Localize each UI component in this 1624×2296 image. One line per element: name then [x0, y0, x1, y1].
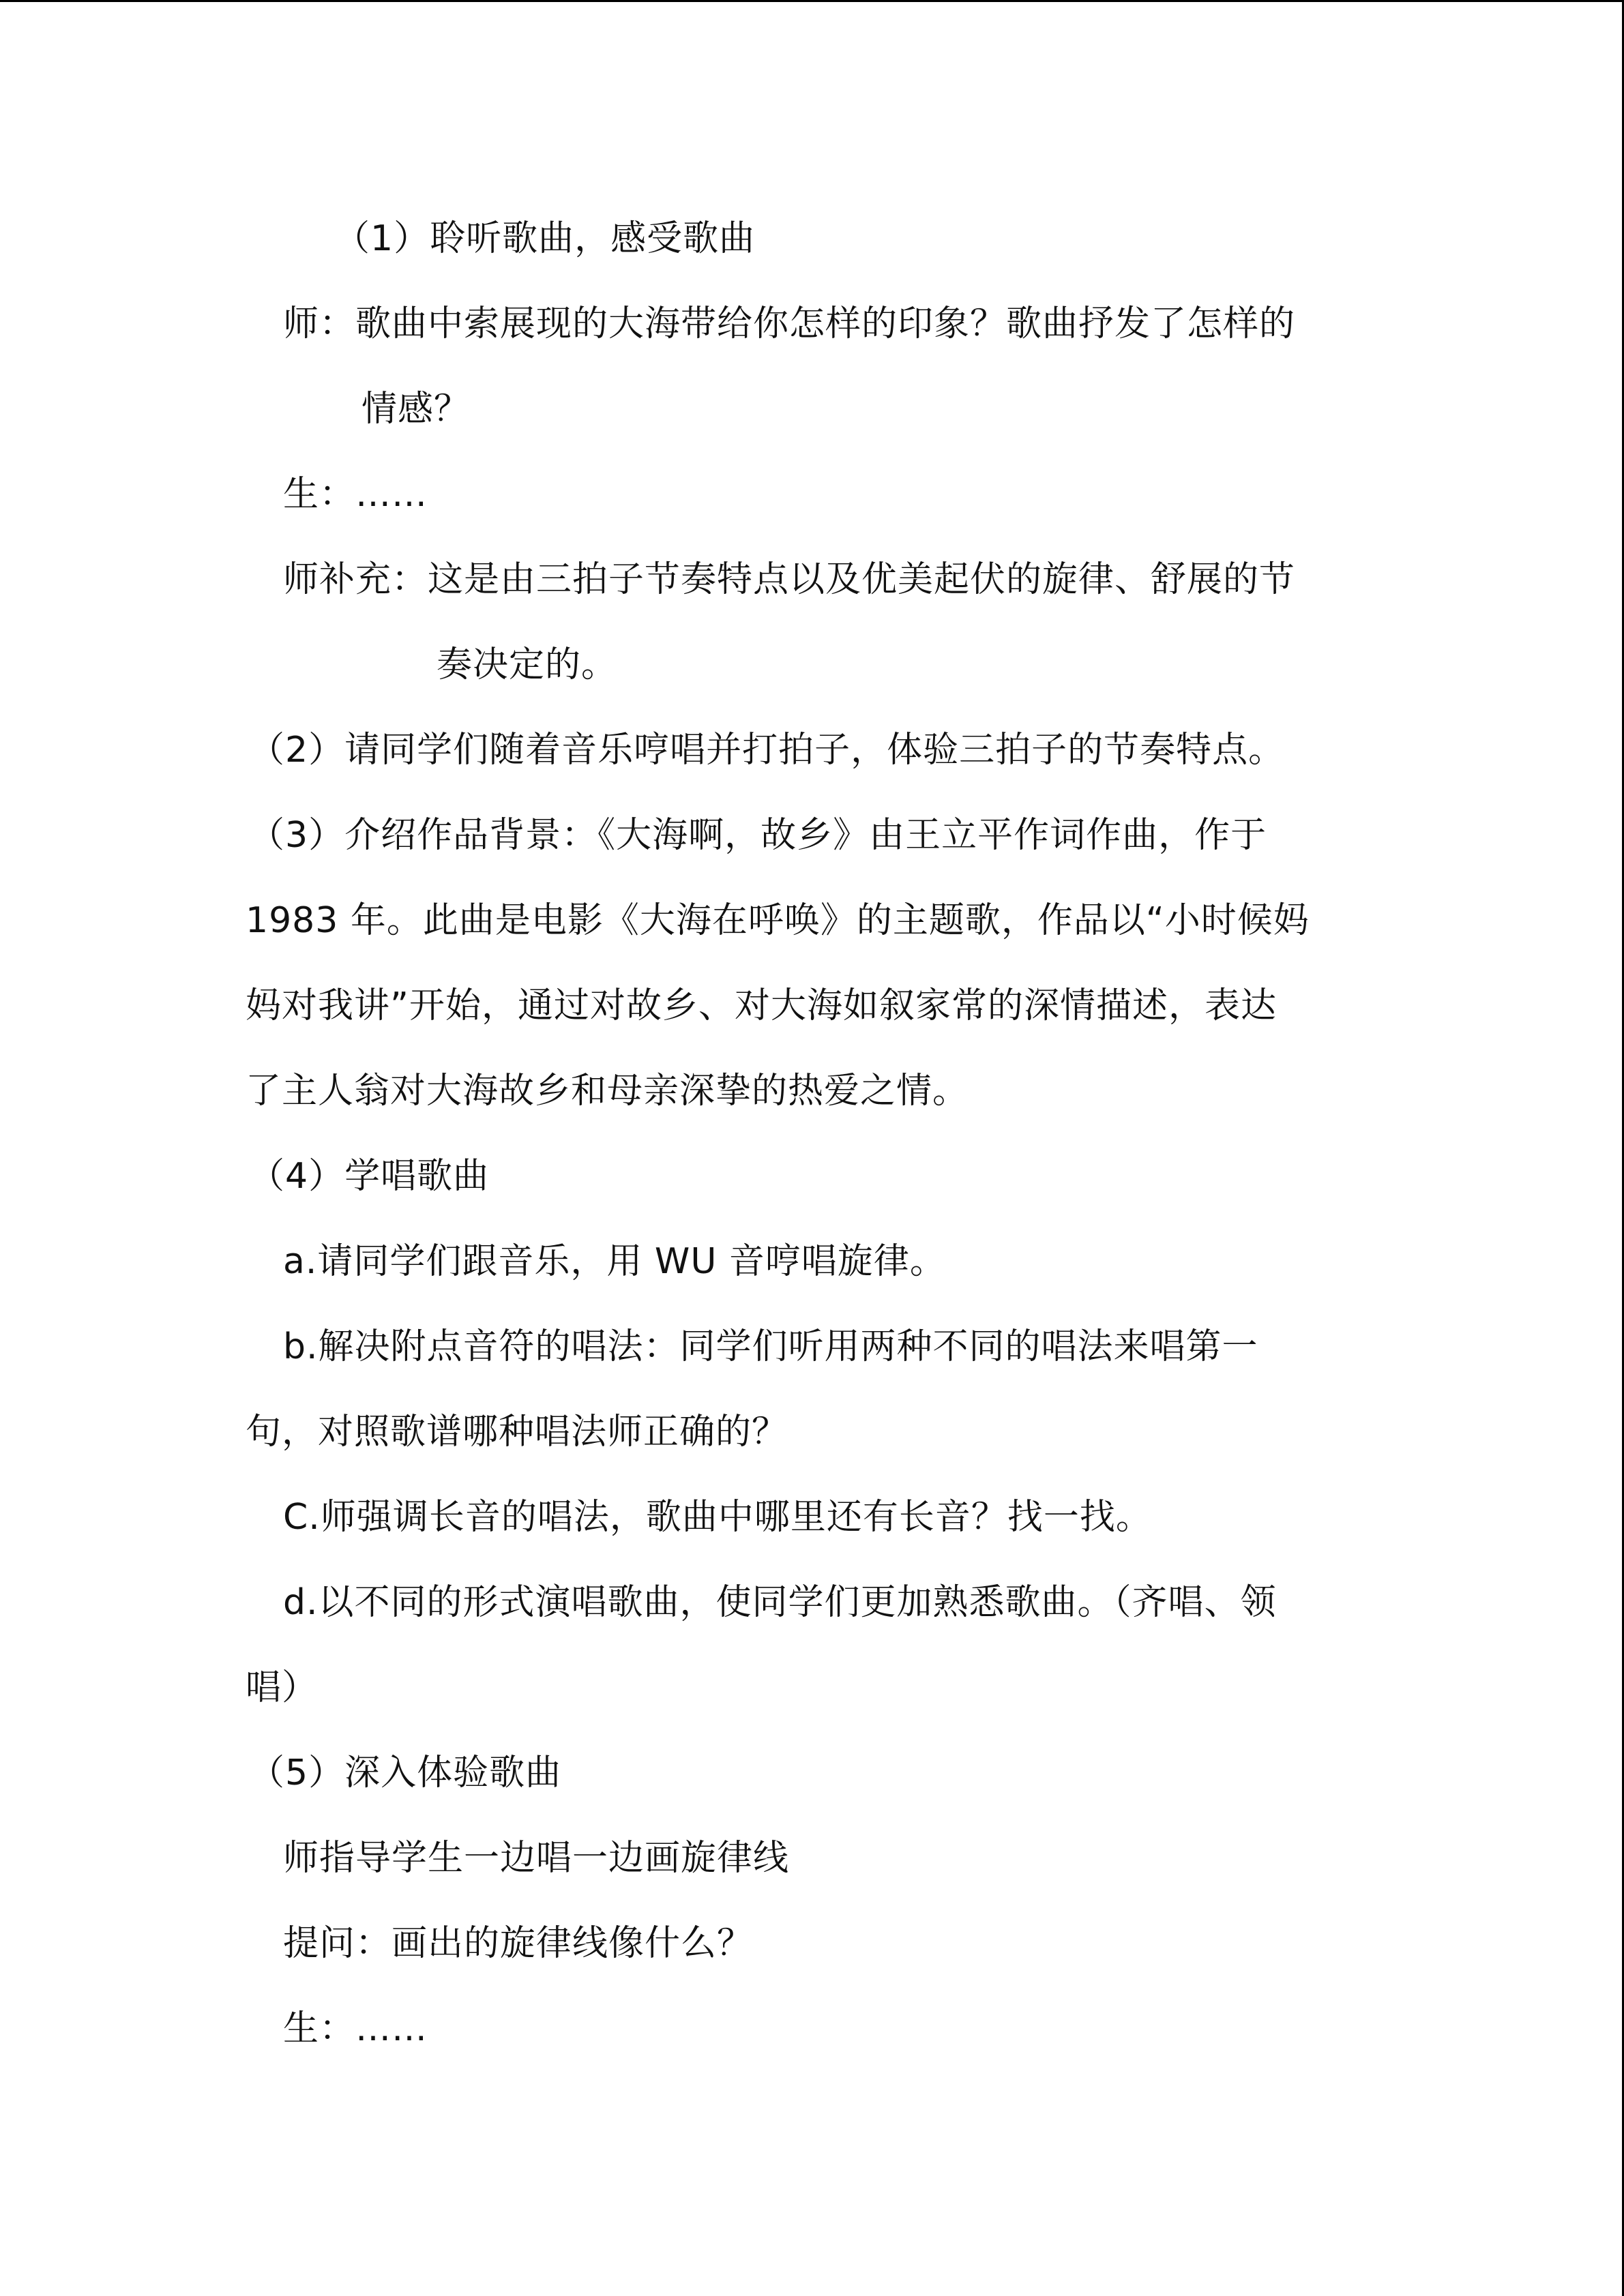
step-3-line-2: 1983 年。此曲是电影《大海在呼唤》的主题歌，作品以“小时候妈 [246, 900, 1310, 941]
step-4-item-c: C.师强调长音的唱法，歌曲中哪里还有长音？找一找。 [283, 1497, 1152, 1538]
student-answer-1: 生：…… [283, 474, 428, 515]
step-1-heading: （1）聆听歌曲，感受歌曲 [334, 218, 756, 259]
teacher-question-line-1: 师：歌曲中索展现的大海带给你怎样的印象？歌曲抒发了怎样的 [283, 303, 1296, 344]
step-4-item-b-line-2: 句，对照歌谱哪种唱法师正确的？ [246, 1412, 788, 1452]
step-3-line-1: （3）介绍作品背景：《大海啊，故乡》由王立平作词作曲，作于 [249, 815, 1267, 856]
step-2-text: （2）请同学们随着音乐哼唱并打拍子，体验三拍子的节奏特点。 [249, 730, 1285, 771]
step-4-item-b-line-1: b.解决附点音符的唱法：同学们听用两种不同的唱法来唱第一 [283, 1326, 1258, 1367]
step-4-item-a: a.请同学们跟音乐，用 WU 音哼唱旋律。 [283, 1241, 946, 1282]
step-5-teacher-guide: 师指导学生一边唱一边画旋律线 [283, 1838, 790, 1879]
step-5-heading: （5）深入体验歌曲 [249, 1753, 562, 1793]
step-4-heading: （4）学唱歌曲 [249, 1156, 490, 1197]
student-answer-2: 生：…… [283, 2008, 428, 2049]
teacher-question-line-2: 情感？ [361, 389, 471, 430]
step-4-item-d-line-1: d.以不同的形式演唱歌曲，使同学们更加熟悉歌曲。（齐唱、领 [283, 1582, 1277, 1623]
step-4-item-d-line-2: 唱） [246, 1667, 319, 1708]
step-5-question: 提问：画出的旋律线像什么？ [283, 1923, 754, 1964]
teacher-supplement-line-2: 奏决定的。 [437, 644, 618, 685]
step-3-line-3: 妈对我讲”开始，通过对故乡、对大海如叙家常的深情描述，表达 [246, 985, 1277, 1026]
teacher-supplement-line-1: 师补充：这是由三拍子节奏特点以及优美起伏的旋律、舒展的节 [283, 559, 1296, 600]
step-3-line-4: 了主人翁对大海故乡和母亲深挚的热爱之情。 [246, 1071, 969, 1112]
page-top-border [0, 0, 1624, 2]
